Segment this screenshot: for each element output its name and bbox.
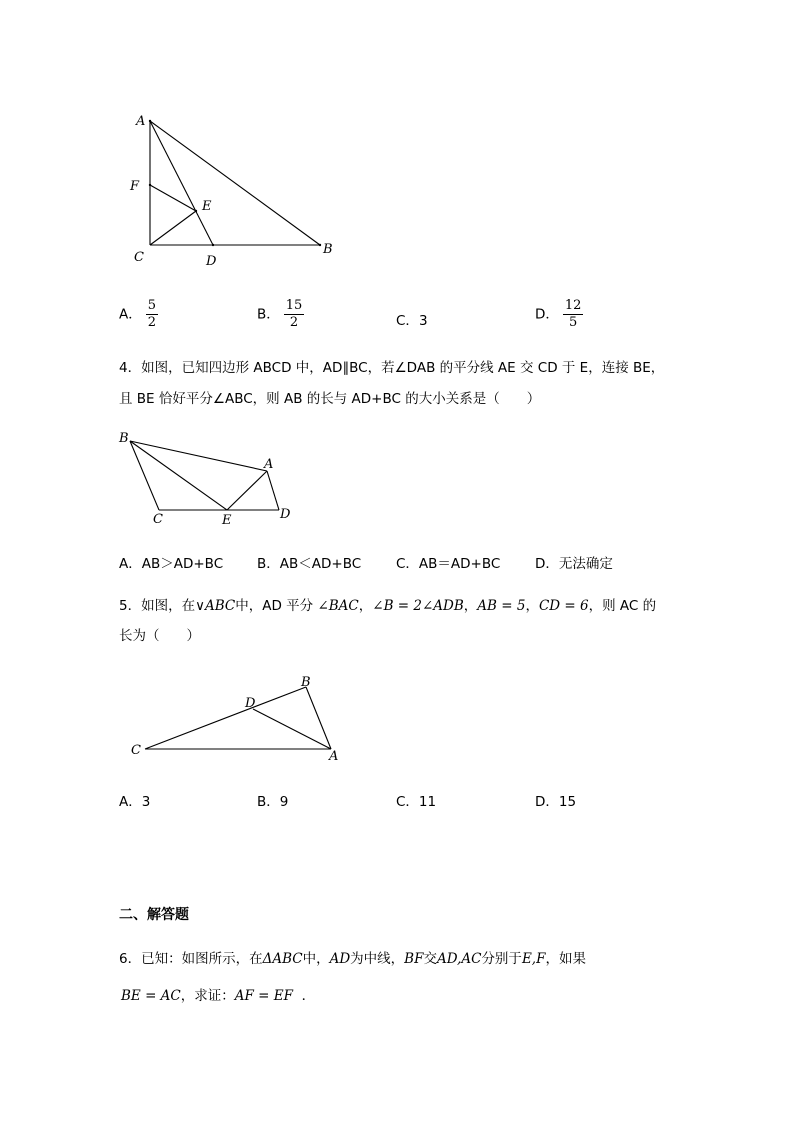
segment-ba bbox=[306, 687, 331, 749]
label-b: B bbox=[119, 431, 129, 446]
label-f: F bbox=[130, 179, 140, 194]
q3-option-b[interactable]: B． $\frac{15}{2}$ bbox=[257, 298, 303, 330]
q4-option-a[interactable]: A．AB＞AD+BC bbox=[119, 556, 224, 572]
q6-stem-line1: 6．已知：如图所示，在ΔABC中，AD为中线，BF交AD,AC分别于E,F，如果 bbox=[119, 951, 586, 967]
label-c: C bbox=[153, 512, 163, 527]
q3-option-a[interactable]: A． $\frac{5}{2}$ bbox=[119, 298, 157, 330]
label-d: D bbox=[245, 696, 256, 711]
label-d: D bbox=[206, 254, 217, 269]
label-e: E bbox=[202, 199, 212, 214]
q5-option-d[interactable]: D．15 bbox=[535, 794, 577, 810]
q5-stem-line1: 5．如图，在∨ABC中，AD 平分 ∠BAC，∠B = 2∠ADB，AB = 5，CD = 6，则 AC 的 bbox=[119, 598, 657, 614]
q3-figure bbox=[120, 105, 350, 275]
label-e: E bbox=[222, 513, 232, 528]
segment-ad bbox=[150, 121, 213, 245]
label-a: A bbox=[329, 749, 339, 764]
q6-stem-line2: BE = AC，求证：AF = EF ． bbox=[121, 988, 316, 1004]
segment-ad bbox=[267, 471, 279, 510]
label-c: C bbox=[134, 250, 144, 265]
q4-figure bbox=[115, 428, 305, 528]
label-b: B bbox=[323, 242, 333, 257]
q4-stem-line2: 且 BE 恰好平分∠ABC，则 AB 的长与 AD+BC 的大小关系是（ ） bbox=[119, 391, 541, 407]
segment-cb bbox=[145, 687, 306, 749]
label-d: D bbox=[280, 507, 291, 522]
segment-da bbox=[253, 709, 331, 749]
q5-option-c[interactable]: C．11 bbox=[396, 794, 437, 810]
q4-option-c[interactable]: C．AB＝AD+BC bbox=[396, 556, 501, 572]
q4-stem-line1: 4．如图，已知四边形 ABCD 中，AD∥BC，若∠DAB 的平分线 AE 交 CD 于 E，连接 BE， bbox=[119, 360, 665, 376]
segment-ce bbox=[150, 211, 196, 245]
q5-stem-line2: 长为（ ） bbox=[119, 628, 200, 644]
label-b: B bbox=[301, 675, 311, 690]
label-a: A bbox=[136, 114, 146, 129]
label-c: C bbox=[131, 743, 141, 758]
q5-option-b[interactable]: B．9 bbox=[257, 794, 289, 810]
q4-option-d[interactable]: D．无法确定 bbox=[535, 556, 613, 572]
label-a: A bbox=[264, 457, 274, 472]
q4-option-b[interactable]: B．AB＜AD+BC bbox=[257, 556, 362, 572]
section-title: 二、解答题 bbox=[119, 907, 189, 923]
q3-option-c[interactable]: C．3 bbox=[396, 313, 428, 329]
segment-ae bbox=[227, 471, 267, 510]
q5-figure bbox=[125, 672, 345, 767]
q3-option-d[interactable]: D． $\frac{12}{5}$ bbox=[535, 298, 582, 330]
q5-option-a[interactable]: A．3 bbox=[119, 794, 151, 810]
